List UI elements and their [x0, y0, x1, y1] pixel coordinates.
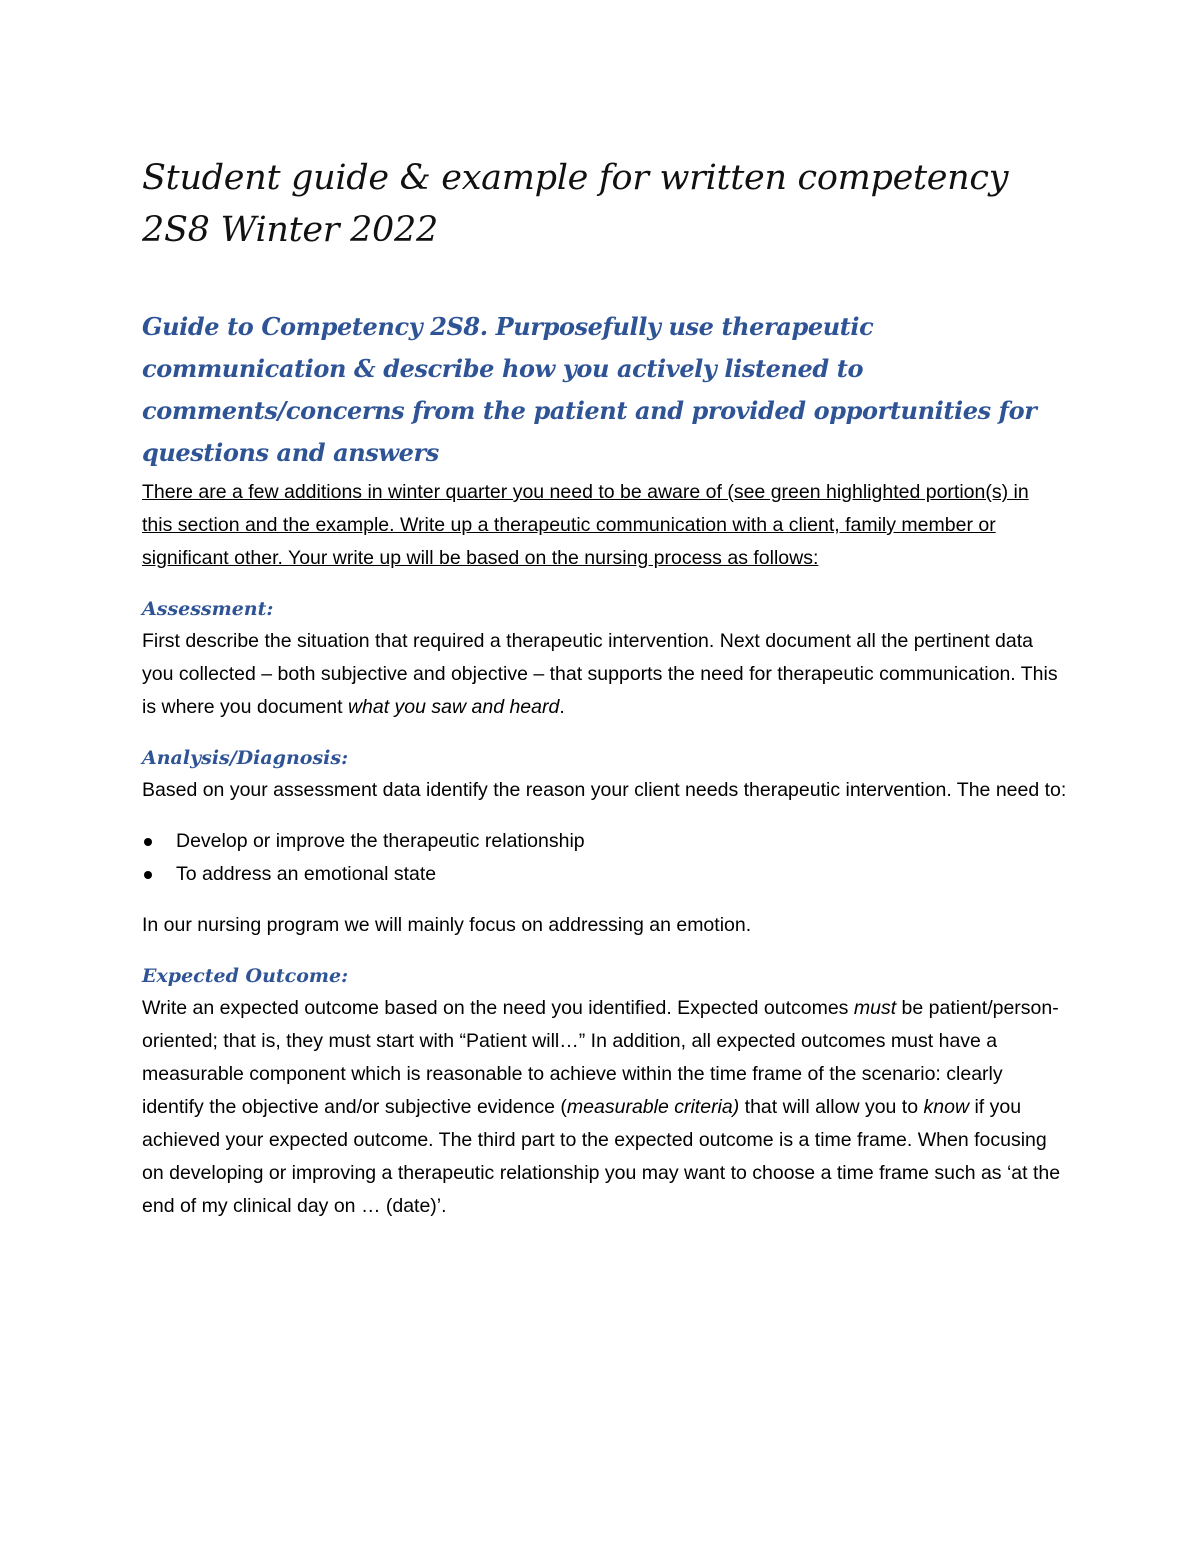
document-page: [142, 140, 1072, 1223]
expected-outcome-text-1: Write an expected outcome based on the need you identified. Expected outcomes: [142, 997, 854, 1019]
expected-outcome-text-3: that will allow you to: [739, 1096, 924, 1118]
list-item-text: Develop or improve the therapeutic relationship: [176, 830, 585, 852]
analysis-heading: Analysis/Diagnosis:: [142, 747, 349, 769]
analysis-note: In our nursing program we will mainly focus on addressing an emotion.: [142, 914, 752, 936]
bullet-icon: [144, 838, 152, 846]
list-item: [142, 825, 1072, 858]
assessment-text: First describe the situation that required a therapeutic intervention. Next document all the pertinent data you collected – both subjective and objective – that supports the need for therapeutic communication. This is where you document: [142, 630, 1058, 718]
document-title: Student guide & example for written competency 2S8 Winter 2022: [142, 158, 1009, 250]
list-item: [142, 858, 1072, 891]
expected-outcome-italic-1: must: [853, 997, 897, 1019]
bullet-icon: [144, 871, 152, 879]
expected-outcome-heading: Expected Outcome:: [142, 965, 349, 987]
expected-outcome-paragraph: [142, 992, 1067, 1223]
guide-heading: Guide to Competency 2S8. Purposefully use therapeutic communication & describe how you actively listened to comments/concerns from the patient and provided opportunities for questions and answers: [142, 312, 1037, 467]
intro-paragraph: There are a few additions in winter quarter you need to be aware of (see green highlighted portion(s) in this section and the example. Write up a therapeutic communication with a client, family member or significant other. Your write up will be based on the nursing process as follows:: [142, 481, 1029, 569]
analysis-paragraph: Based on your assessment data identify the reason your client needs therapeutic intervention. The need to:: [142, 779, 1067, 801]
expected-outcome-italic-2: measurable criteria): [566, 1096, 740, 1118]
assessment-italic-text: what you saw and heard: [347, 696, 560, 718]
list-item-text: To address an emotional state: [176, 863, 437, 885]
assessment-paragraph: [142, 625, 1067, 724]
expected-outcome-italic-3: know: [923, 1096, 970, 1118]
expected-outcome-text-4: if you achieved your expected outcome. The third part to the expected outcome is a time frame. When focusing on developing or improving a therapeutic relationship you may want to choose a time frame such as ‘at the end of my clinical day on … (date)’.: [142, 1096, 1061, 1217]
assessment-heading: Assessment:: [142, 598, 274, 620]
expected-outcome-text-2: be patient/person-oriented; that is, they must start with “Patient will…” In addition, all expected outcomes must have a measurable component which is reasonable to achieve within the time frame of the scenario: clearly identify the objective and/or subjective evidence (: [142, 997, 1059, 1118]
assessment-text-end: .: [559, 696, 565, 718]
need-list: [142, 825, 1072, 891]
